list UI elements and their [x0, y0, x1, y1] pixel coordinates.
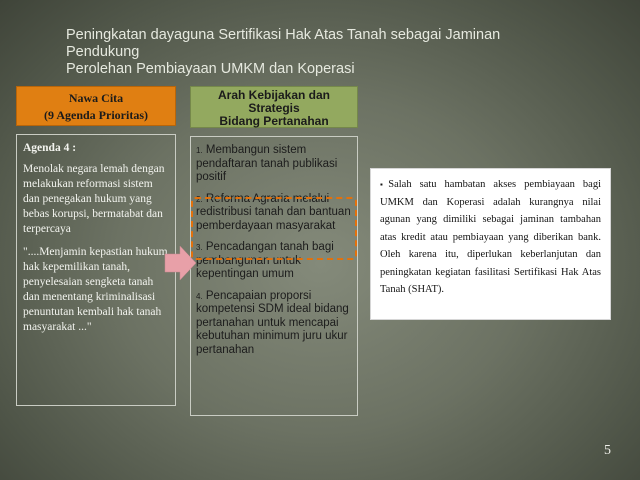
- policy-item-4: [196, 290, 352, 358]
- financing-note-text: Salah satu hambatan akses pembiayaan bagi UMKM dan Koperasi adalah kurangnya nilai agunan yang dimiliki sebagai jaminan tambahan atas kredit atau pembiayaan yang diberikan bank. Oleh karena itu, diperlukan keberlanjutan dan peningkatan kegiatan fasilitasi Sertifikasi Hak Atas Tanah (SHAT).: [380, 179, 601, 295]
- highlight-frame: [191, 194, 357, 260]
- nawa-cita-header-line2: (9 Agenda Prioritas): [44, 108, 148, 122]
- policy-number: 3.: [196, 243, 203, 252]
- policy-text: Membangun sistem pendaftaran tanah publikasi positif: [196, 144, 338, 183]
- agenda-quote: "....Menjamin kepastian hukum hak kepemilikan tanah, penyelesaian sengketa tanah dan menentang kriminalisasi penuntutan kembali hak tanah masyarakat ...": [23, 246, 168, 333]
- slide-title: [66, 27, 526, 78]
- policy-text: Pencadangan tanah bagi pembangunan untuk kepentingan umum: [196, 241, 334, 280]
- policy-number: 2.: [196, 194, 203, 204]
- page-number: 5: [604, 443, 611, 458]
- policy-text: Pencapaian proporsi kompetensi SDM ideal bidang pertanahan untuk mencapai kebutuhan minimum juru ukur pertanahan: [196, 289, 349, 356]
- agenda-box: [16, 134, 176, 406]
- agenda-description: Menolak negara lemah dengan melakukan reformasi sistem dan penegakan hukum yang bebas korupsi, bermatabat dan terpercaya: [23, 163, 165, 235]
- financing-note-box: [370, 168, 611, 320]
- agenda-label: Agenda 4 :: [23, 142, 77, 154]
- nawa-cita-header: [16, 86, 176, 126]
- right-arrow-icon: [163, 245, 197, 281]
- policy-direction-header-line1: Arah Kebijakan dan: [217, 88, 331, 102]
- policy-list-box: [190, 136, 358, 416]
- policy-direction-header: [190, 86, 358, 128]
- slide-title-line1: Peningkatan dayaguna Sertifikasi Hak Atas Tanah sebagai Jaminan Pendukung: [66, 27, 501, 60]
- policy-direction-header-line2: Strategis: [248, 101, 300, 115]
- nawa-cita-header-line1: Nawa Cita: [68, 91, 124, 105]
- policy-direction-header-line3: Bidang Pertanahan: [219, 114, 329, 128]
- bullet-icon: ▪: [380, 180, 389, 189]
- policy-number: 1.: [196, 146, 203, 155]
- policy-item-1: [196, 144, 352, 185]
- policy-number: 4.: [196, 291, 203, 301]
- policy-text: Reforma Agraria melalui redistribusi tanah dan bantuan pemberdayaan masyarakat: [196, 192, 351, 232]
- slide-title-line2: Perolehan Pembiayaan UMKM dan Koperasi: [66, 61, 355, 77]
